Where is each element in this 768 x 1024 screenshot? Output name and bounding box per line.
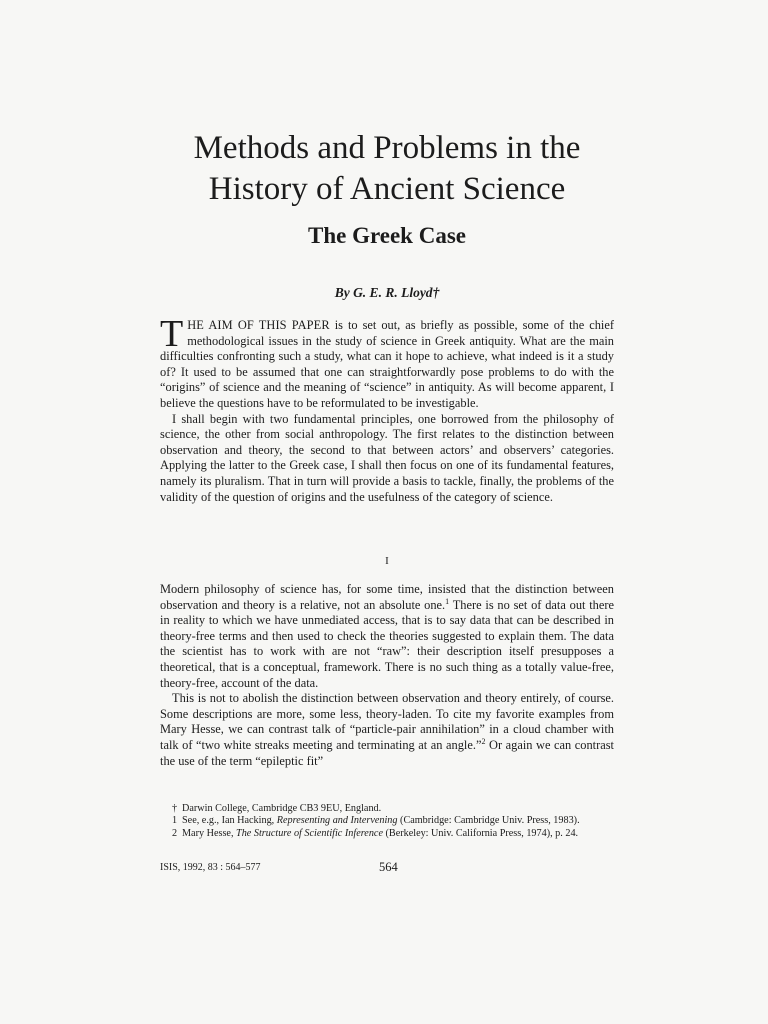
section-1-body — [160, 582, 614, 769]
section-1-paragraph-2-a: This is not to abolish the distinction between observation and theory entirely, of course. Some descriptions are more, some less, theory-laden. To cite my favorite examples from Mary Hesse, we can contrast talk of “particle-pair annihilation” in a cloud chamber with talk of “two white streaks meeting and terminating at an angle.” — [160, 691, 614, 752]
footnote-2-title: The Structure of Scientific Inference — [236, 827, 383, 839]
title-line-1: Methods and Problems in the — [193, 130, 581, 166]
byline — [160, 284, 614, 302]
lead-in-caps: HE AIM OF THIS PAPER — [187, 318, 330, 332]
article-subtitle: The Greek Case — [307, 223, 466, 248]
page-number: 564 — [379, 860, 398, 874]
footnote-2-mark: 2 — [172, 827, 178, 839]
footnote-2-pre: Mary Hesse, — [182, 827, 237, 839]
footnote-2 — [160, 828, 614, 840]
byline-prefix: By — [334, 285, 350, 300]
author-footnote-mark: † — [432, 285, 440, 300]
drop-cap: T — [160, 313, 184, 355]
article-title — [160, 128, 614, 210]
footnote-author-text: Darwin College, Cambridge CB3 9EU, England. — [182, 803, 382, 814]
section-heading-1: I — [385, 555, 389, 567]
footnote-1-mark: 1 — [172, 815, 178, 827]
author-name: G. E. R. Lloyd — [353, 285, 433, 300]
footnote-ref-1[interactable]: 1 — [445, 596, 450, 606]
footnote-1-post: (Cambridge: Cambridge Univ. Press, 1983). — [397, 815, 580, 827]
intro-paragraph-2: I shall begin with two fundamental principles, one borrowed from the philosophy of science, the other from social anthropology. The first relates to the distinction between observation and theory, the second to that between actors’ and observers’ categories. Applying the latter to the Greek case, I shall then focus on one of its fundamental features, namely its pluralism. That in turn will provide a basis to tackle, finally, the problems of the validity of the question of origins and the usefulness of the category of science. — [160, 411, 614, 504]
footnote-author-mark: † — [172, 803, 178, 814]
footnote-2-post: (Berkeley: Univ. California Press, 1974), p. 24. — [382, 827, 579, 839]
intro-paragraph-1 — [160, 313, 615, 412]
journal-citation: ISIS, 1992, 83 : 564–577 — [160, 862, 261, 873]
section-1-paragraph-2 — [160, 691, 614, 769]
footnote-1 — [160, 815, 614, 827]
footnotes — [160, 803, 614, 840]
section-1-paragraph-1 — [160, 582, 614, 691]
intro-paragraph-1-text: is to set out, as briefly as possible, some of the chief methodological issues in the study of science in Greek antiquity. What are the main difficulties confronting such a study, what can it hope to achieve, what indeed is it a study of? It used to be assumed that one can straightforwardly pose problems to do with the “origins” of science and the meaning of “science” in antiquity. As will become apparent, I believe the questions have to be reformulated to be investigable. — [160, 318, 615, 410]
section-1-paragraph-2-b: Or again we can contrast the use of the term “epileptic fit” — [160, 737, 614, 768]
footnote-ref-2[interactable]: 2 — [481, 736, 486, 746]
section-1-paragraph-1-a: Modern philosophy of science has, for some time, insisted that the distinction between observation and theory is a relative, not an absolute one. — [160, 582, 614, 612]
footnote-author — [160, 803, 614, 815]
intro-section — [160, 313, 615, 505]
title-line-2: History of Ancient Science — [208, 171, 566, 207]
footnote-1-title: Representing and Intervening — [276, 815, 398, 827]
section-1-paragraph-1-b: There is no set of data out there in reality to which we have unmediated access, that is to say data that can be described in theory-free terms and then used to check the theories suggested to explain them. The data the scientist has to work with are not “raw”: their description itself presupposes a theoretical, that is a conceptual, framework. There is no such thing as a totally value-free, theory-free, account of the data. — [160, 597, 614, 690]
footnote-1-pre: See, e.g., Ian Hacking, — [182, 815, 277, 827]
